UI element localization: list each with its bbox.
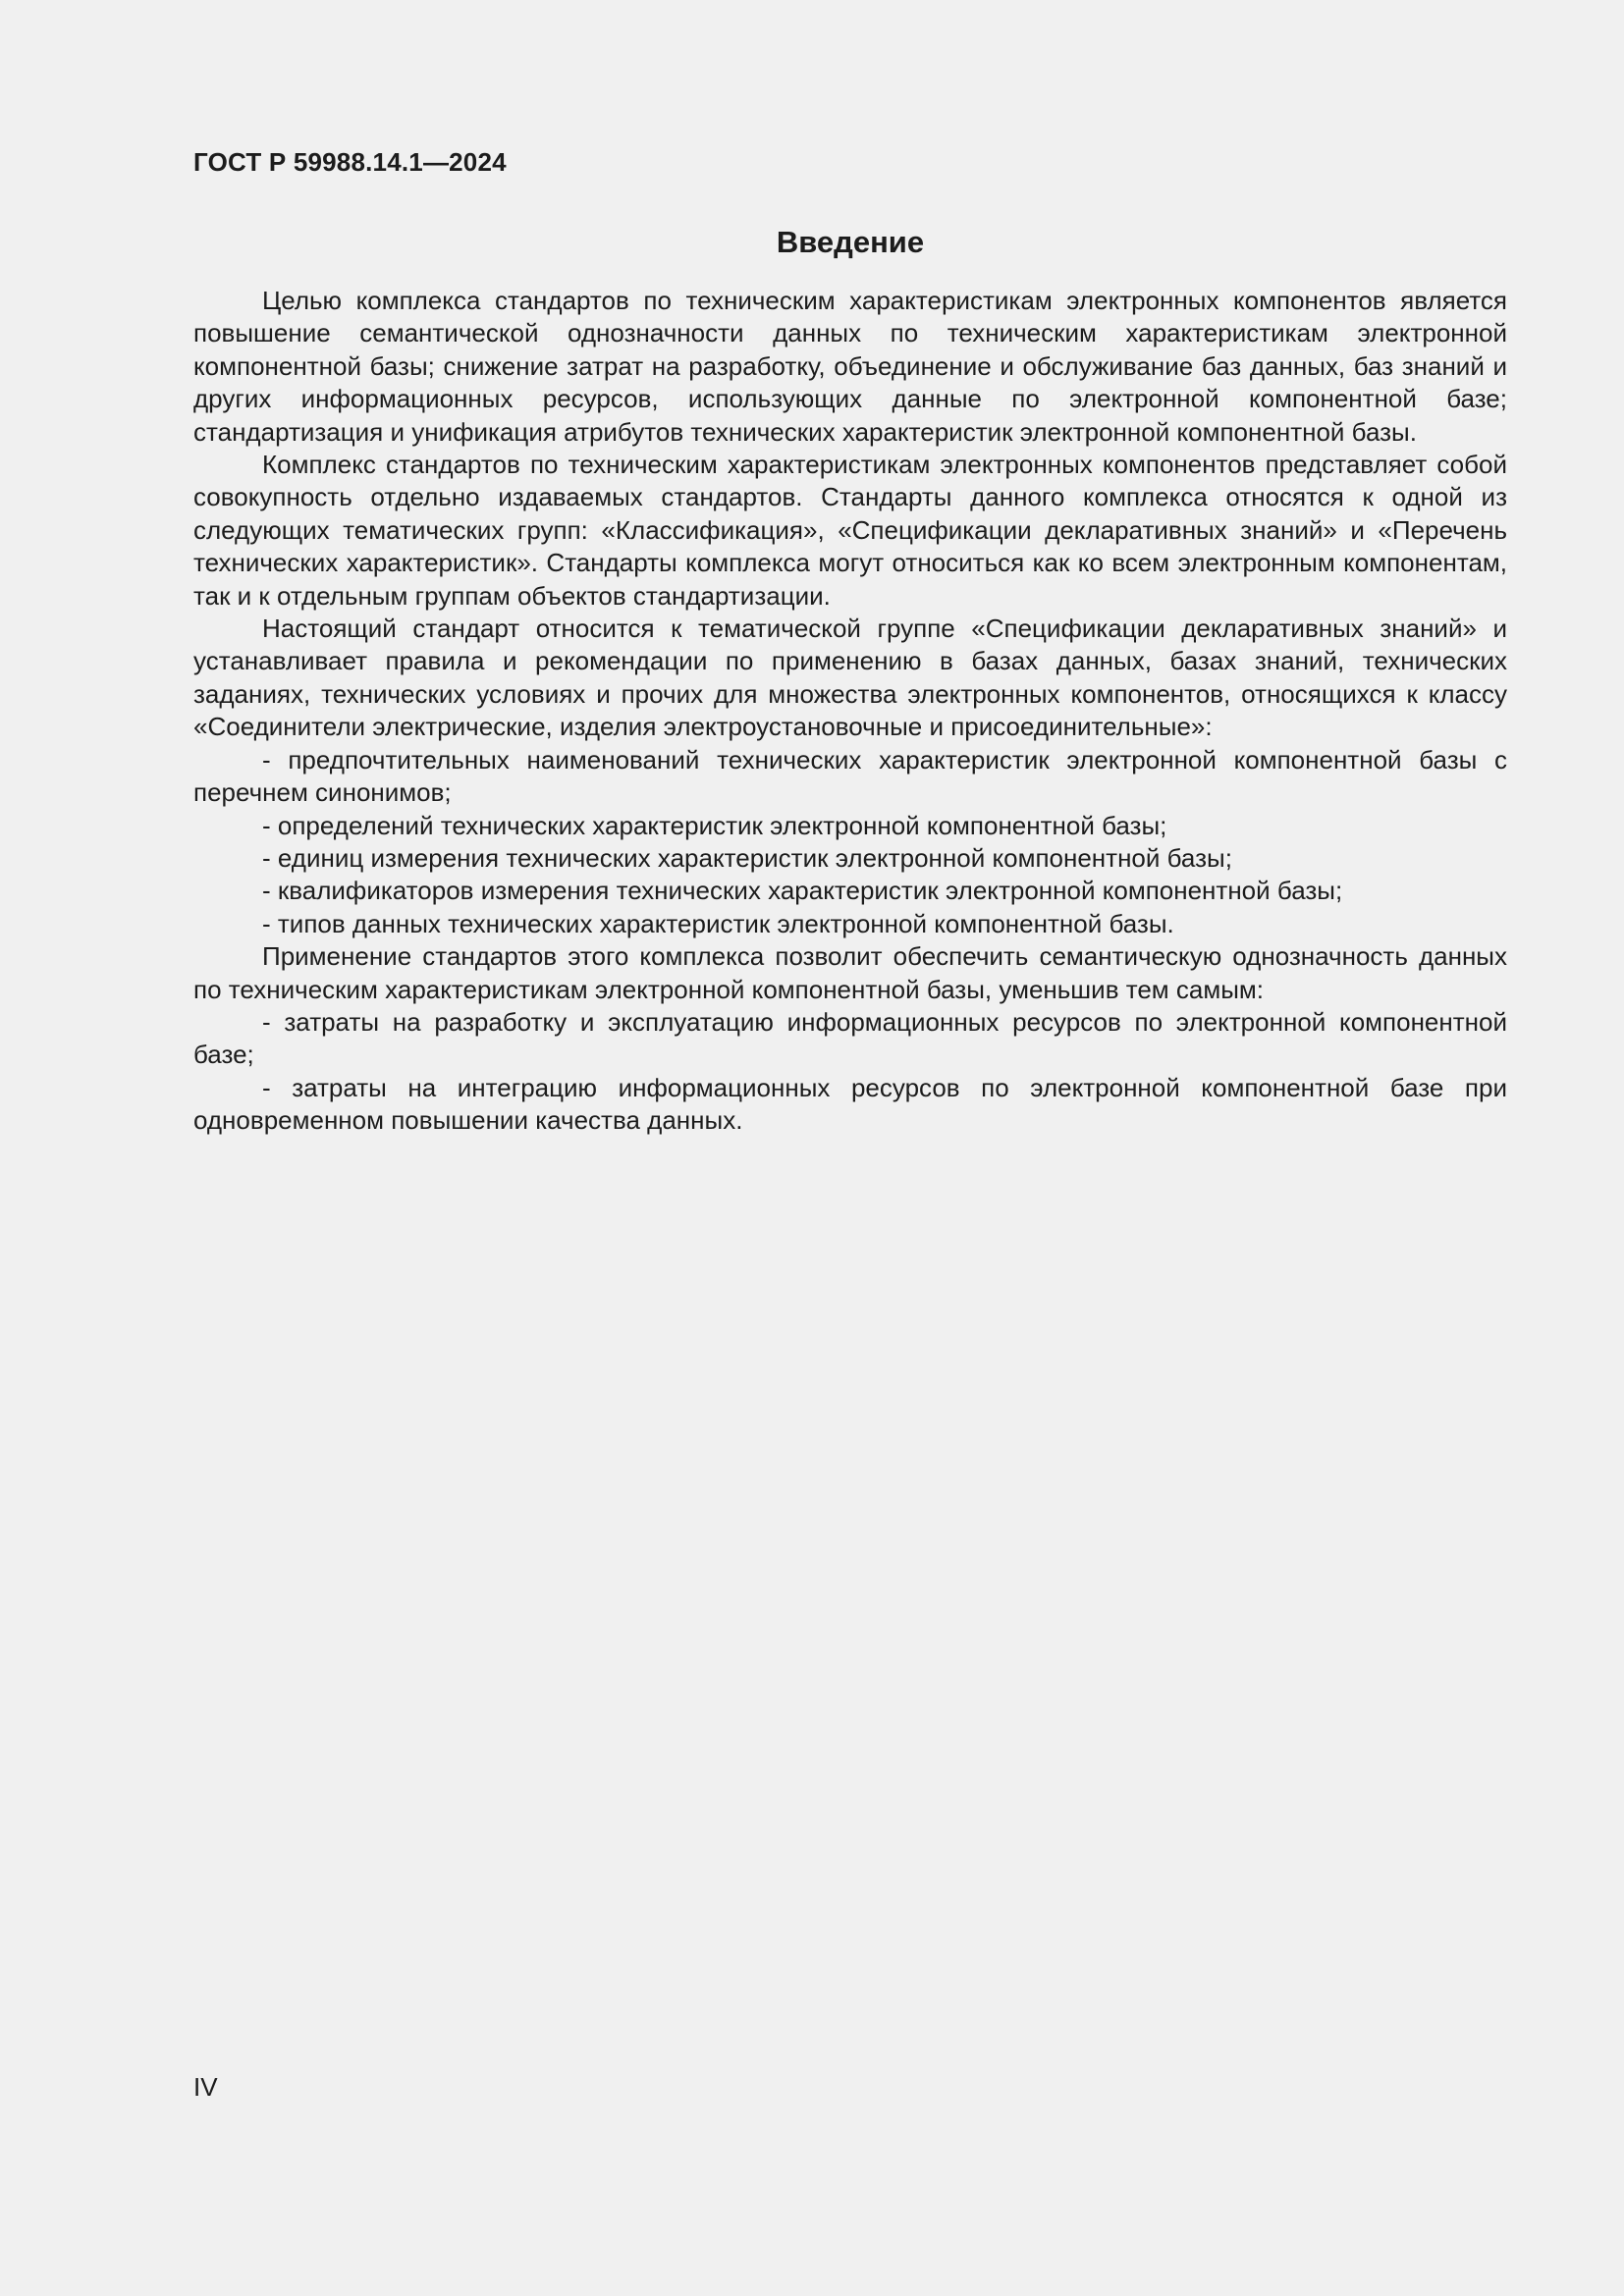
body-text xyxy=(193,285,1507,1138)
list-item: - типов данных технических характеристик электронной компонентной базы. xyxy=(262,908,1174,938)
list-item: - затраты на интеграцию информационных ресурсов по электронной компонентной базе при одновременном повышении качества данных. xyxy=(193,1072,1507,1136)
paragraph: Применение стандартов этого комплекса позволит обеспечить семантическую однозначность данных по техническим характеристикам электронной компонентной базы, уменьшив тем самым: xyxy=(193,941,1507,1004)
paragraph: Настоящий стандарт относится к тематической группе «Спецификации декларативных знаний» и устанавливает правила и рекомендации по применению в базах данных, базах знаний, технических заданиях, технических условиях и прочих для множества электронных компонентов, относящихся к классу «Соединители электрические, изделия электроустановочные и присоединительные»: xyxy=(193,614,1507,742)
list-item: - затраты на разработку и эксплуатацию информационных ресурсов по электронной компонентной базе; xyxy=(193,1006,1507,1070)
section-title: Введение xyxy=(776,225,925,259)
document-code: ГОСТ Р 59988.14.1—2024 xyxy=(193,147,507,177)
page-number: IV xyxy=(193,2072,218,2102)
paragraph: Целью комплекса стандартов по техническим характеристикам электронных компонентов является повышение семантической однозначности данных по техническим характеристикам электронной компонентной базы; снижение затрат на разработку, объединение и обслуживание баз данных, баз знаний и других информационных ресурсов, использующих данные по электронной компонентной базе; стандартизация и унификация атрибутов технических характеристик электронной компонентной базы. xyxy=(193,286,1507,447)
list-item: - определений технических характеристик электронной компонентной базы; xyxy=(262,810,1167,840)
list-item: - квалификаторов измерения технических характеристик электронной компонентной базы; xyxy=(262,876,1343,906)
paragraph: Комплекс стандартов по техническим характеристикам электронных компонентов представляет собой совокупность отдельно издаваемых стандартов. Стандарты данного комплекса относятся к одной из следующих тематических групп: «Классификация», «Спецификации декларативных знаний» и «Перечень технических характеристик». Стандарты комплекса могут относиться как ко всем электронным компонентам, так и к отдельным группам объектов стандартизации. xyxy=(193,450,1507,611)
list-item: - предпочтительных наименований технических характеристик электронной компонентной базы с перечнем синонимов; xyxy=(193,744,1507,808)
list-item: - единиц измерения технических характеристик электронной компонентной базы; xyxy=(262,842,1232,873)
